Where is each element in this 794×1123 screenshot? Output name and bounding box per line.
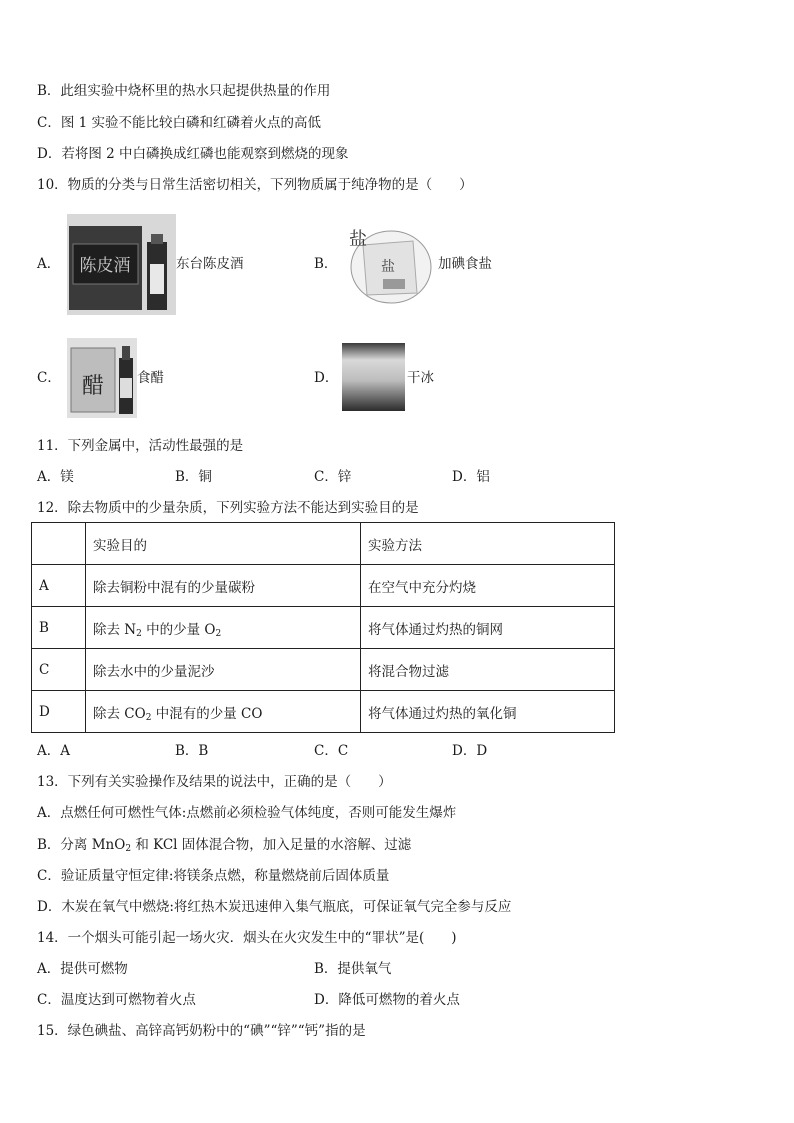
vinegar-image — [67, 338, 137, 418]
q10-stem: 10．物质的分类与日常生活密切相关，下列物质属于纯净物的是（ ） — [37, 177, 473, 193]
wine-box-label: 陈皮酒 — [79, 256, 131, 276]
row-purpose: 除去 $N_2$ 中的少量 $O_2$ — [86, 607, 361, 649]
q12-option-d: D．D — [452, 743, 488, 759]
q12-option-b: B．B — [175, 743, 209, 759]
q13-option-c: C．验证质量守恒定律:将镁条点燃，称量燃烧前后固体质量 — [37, 868, 390, 884]
row-purpose: 除去水中的少量泥沙 — [86, 649, 361, 691]
table-header-cell — [32, 523, 86, 565]
q13-stem: 13．下列有关实验操作及结果的说法中，正确的是（ ） — [37, 774, 392, 790]
q11-option-b: B．铜 — [175, 469, 212, 485]
q14-option-d: D．降低可燃物的着火点 — [314, 992, 460, 1008]
q10-option-c-letter: C． — [37, 370, 61, 386]
q10-option-d-caption: 干冰 — [407, 370, 434, 386]
q12-option-a: A．A — [37, 743, 70, 759]
q14-option-b: B．提供氧气 — [314, 961, 392, 977]
table-header-cell: 实验目的 — [86, 523, 361, 565]
row-id: A — [32, 565, 86, 607]
table-header-cell: 实验方法 — [361, 523, 615, 565]
dry-ice-image — [342, 343, 405, 411]
q11-option-a: A．镁 — [37, 469, 74, 485]
q14-option-a: A．提供可燃物 — [37, 961, 128, 977]
row-id: C — [32, 649, 86, 691]
vinegar-char: 醋 — [81, 374, 105, 399]
q14-option-c: C．温度达到可燃物着火点 — [37, 992, 196, 1008]
q13-option-d: D．木炭在氧气中燃烧:将红热木炭迅速伸入集气瓶底，可保证氧气完全参与反应 — [37, 899, 512, 915]
q10-option-b-letter: B． — [314, 256, 338, 272]
option-d-prev: D．若将图 2 中白磷换成红磷也能观察到燃烧的现象 — [37, 146, 349, 162]
row-purpose: 除去 $CO_2$ 中混有的少量 CO — [86, 691, 361, 733]
row-id: D — [32, 691, 86, 733]
row-purpose: 除去铜粉中混有的少量碳粉 — [86, 565, 361, 607]
salt-char: 盐 — [349, 229, 367, 250]
row-id: B — [32, 607, 86, 649]
q10-option-a-caption: 东台陈皮酒 — [176, 256, 244, 272]
table-row — [32, 565, 615, 607]
table-header-row — [32, 523, 615, 565]
row-method: 在空气中充分灼烧 — [361, 565, 615, 607]
experiment-table — [31, 522, 615, 733]
row-method: 将混合物过滤 — [361, 649, 615, 691]
chenpi-wine-image — [67, 214, 176, 315]
q10-option-d-letter: D． — [314, 370, 339, 386]
q12-option-c: C．C — [314, 743, 349, 759]
q15-stem: 15．绿色碘盐、高锌高钙奶粉中的“碘”“锌”“钙”指的是 — [37, 1023, 366, 1039]
iodized-salt-image — [343, 223, 432, 305]
q11-option-c: C．锌 — [314, 469, 352, 485]
q10-option-a-letter: A． — [37, 256, 61, 272]
row-method: 将气体通过灼热的铜网 — [361, 607, 615, 649]
q11-option-d: D．铝 — [452, 469, 490, 485]
q13-option-a: A．点燃任何可燃性气体:点燃前必须检验气体纯度，否则可能发生爆炸 — [37, 805, 457, 821]
option-c-prev: C．图 1 实验不能比较白磷和红磷着火点的高低 — [37, 115, 322, 131]
q10-option-c-caption: 食醋 — [137, 370, 164, 386]
q10-option-b-caption: 加碘食盐 — [438, 256, 492, 272]
svg-text:盐: 盐 — [381, 259, 395, 275]
table-row — [32, 691, 615, 733]
q13-option-b: B．分离 MnO$_2$ 和 KCl 固体混合物，加入足量的水溶解、过滤 — [37, 837, 412, 854]
q14-stem: 14．一个烟头可能引起一场火灾．烟头在火灾发生中的“罪状”是( ) — [37, 930, 457, 946]
table-row — [32, 649, 615, 691]
q11-stem: 11．下列金属中，活动性最强的是 — [37, 438, 244, 454]
row-method: 将气体通过灼热的氧化铜 — [361, 691, 615, 733]
table-row — [32, 607, 615, 649]
q12-stem: 12．除去物质中的少量杂质，下列实验方法不能达到实验目的是 — [37, 500, 419, 516]
option-b-prev: B．此组实验中烧杯里的热水只起提供热量的作用 — [37, 83, 331, 99]
